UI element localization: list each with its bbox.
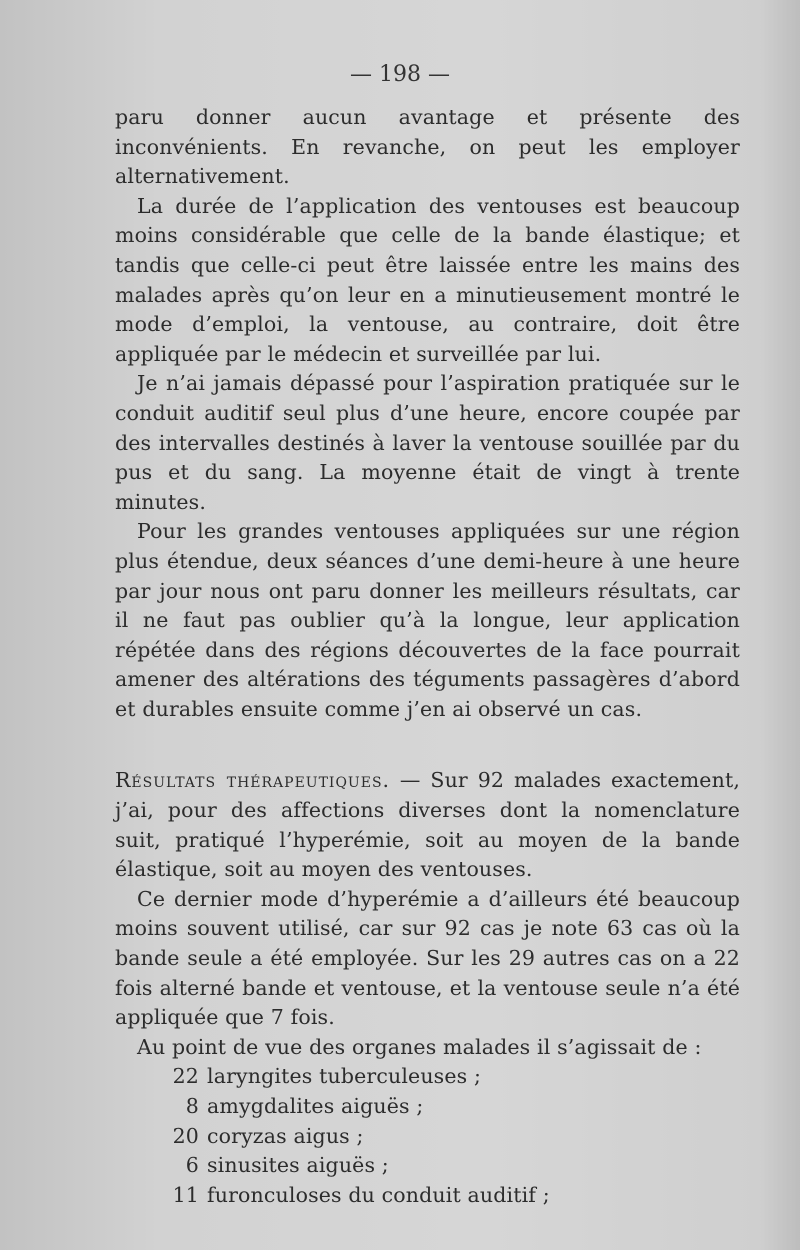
- list-item-label: amygdalites aiguës ;: [207, 1094, 424, 1118]
- list-item: [115, 1092, 740, 1122]
- list-item-label: laryngites tuberculeuses ;: [207, 1064, 482, 1089]
- paragraph-2: La durée de l’application des ventouses est beaucoup moins considérable que celle de la bande élastique; et tandis que celle-ci peut être laissée entre les mains des malades après qu’on leur en a minutieusement montré le mode d’emploi, la ventouse, au contraire, doit être appliquée par le médecin et surveillée par lui.: [115, 193, 740, 366]
- list-item-count: 6: [185, 1153, 199, 1178]
- section-heading: Résultats thérapeutiques.: [115, 768, 391, 793]
- list-item: [115, 1151, 740, 1181]
- diagnosis-list: [115, 1062, 740, 1210]
- list-item-count: 11: [172, 1182, 199, 1207]
- section-paragraph-3: Au point de vue des organes malades il s’agissait de :: [137, 1034, 702, 1059]
- list-item-count: 8: [185, 1094, 199, 1118]
- paragraph-1: paru donner aucun avantage et présente des inconvénients. En revanche, on peut les employer alternativement.: [115, 105, 740, 189]
- section-heading-text: — Sur 92 malades exactement, j’ai, pour des affections diverses dont la nomenclature suit, pratiqué l’hyperémie, soit au moyen de la bande élastique, soit au moyen des ventouses.: [115, 768, 740, 882]
- list-item-count: 20: [172, 1123, 199, 1148]
- section-paragraph-2: Ce dernier mode d’hyperémie a d’ailleurs été beaucoup moins souvent utilisé, car sur 92 cas je note 63 cas où la bande seule a été employée. Sur les 29 autres cas on a 22 fois alterné bande et ventouse, et la ventouse seule n’a été appliquée que 7 fois.: [115, 886, 740, 1030]
- list-item: [115, 1181, 740, 1211]
- page-number: — 198 —: [350, 62, 450, 87]
- page-body: [115, 103, 740, 1210]
- section-spacer: [115, 724, 740, 766]
- list-item-label: sinusites aiguës ;: [207, 1153, 389, 1178]
- paragraph-3: Je n’ai jamais dépassé pour l’aspiration pratiquée sur le conduit auditif seul plus d’une heure, encore coupée par des intervalles destinés à laver la ventouse souillée par du pus et du sang. La moyenne était de vingt à trente minutes.: [115, 371, 740, 514]
- list-item-label: furonculoses du conduit auditif ;: [207, 1182, 550, 1207]
- section-paragraph-1: [115, 766, 740, 884]
- list-item: [115, 1122, 740, 1152]
- list-item-count: 22: [172, 1064, 199, 1089]
- paragraph-4: Pour les grandes ventouses appliquées sur une région plus étendue, deux séances d’une demi-heure à une heure par jour nous ont paru donner les meilleurs résultats, car il ne faut pas oublier qu’à la longue, leur application répétée dans des régions découvertes de la face pourrait amener des altérations des téguments passagères d’abord et durables ensuite comme j’en ai observé un cas.: [115, 519, 740, 721]
- list-item-label: coryzas aigus ;: [207, 1123, 364, 1148]
- list-item: [115, 1062, 740, 1092]
